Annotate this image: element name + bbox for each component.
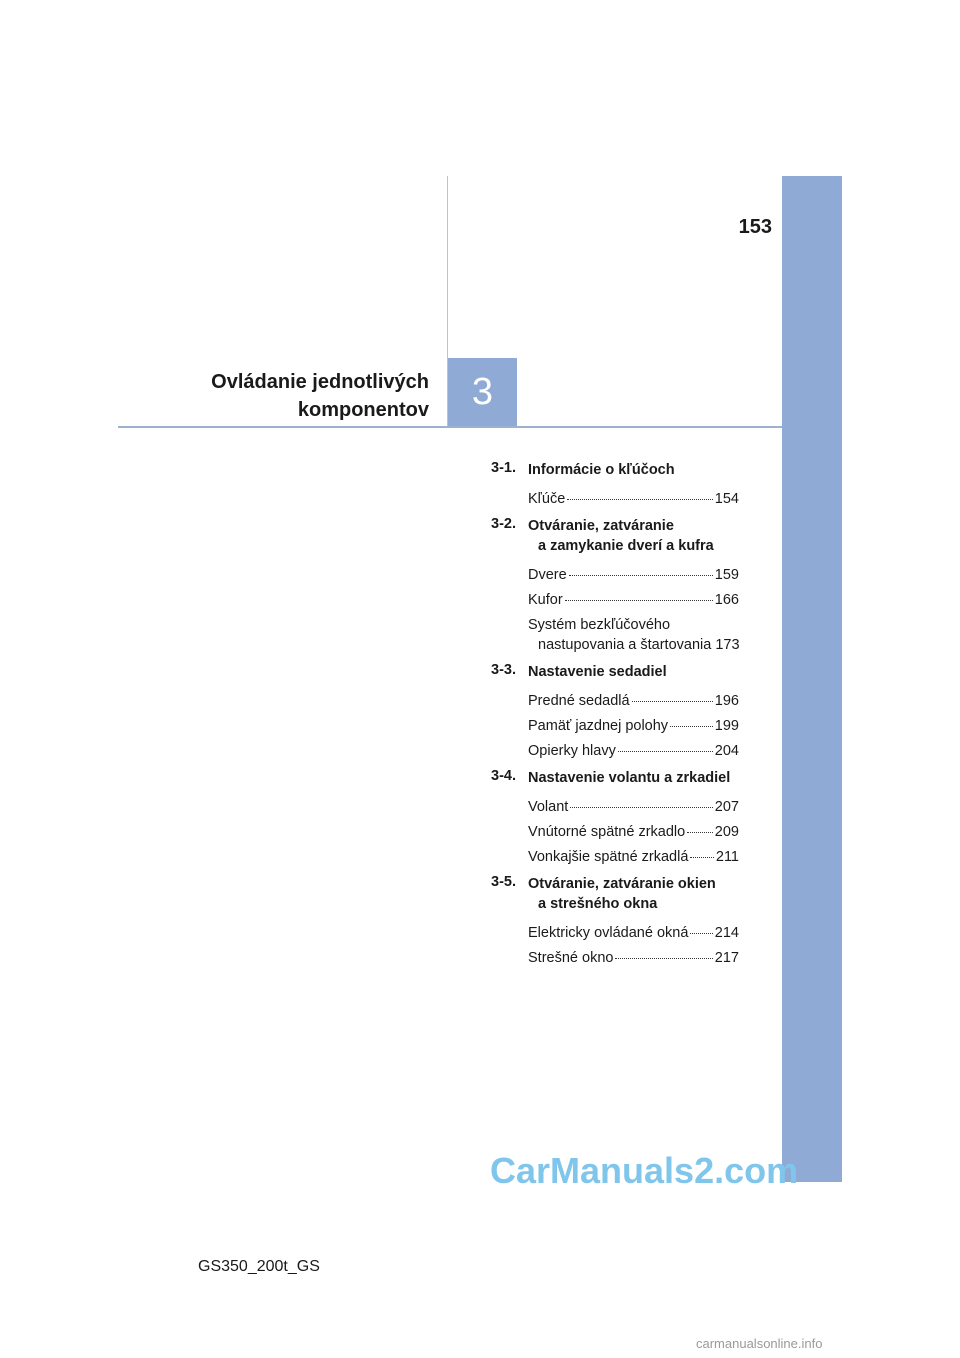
dot-leader [632, 701, 713, 702]
toc-entry-page: 166 [714, 592, 739, 608]
footer-model-code: GS350_200t_GS [198, 1258, 320, 1275]
dot-leader [569, 575, 713, 576]
toc-entry[interactable] [528, 615, 739, 655]
toc-entry[interactable] [528, 797, 739, 817]
toc-section-3-1 [491, 460, 739, 509]
toc-entry-page: 196 [714, 693, 739, 709]
toc-entry-label: Volant [528, 799, 569, 815]
toc-entry-page: 209 [714, 824, 739, 840]
section-title: Nastavenie sedadiel [528, 664, 667, 680]
toc-entry-page: 173 [715, 637, 740, 653]
dot-leader [670, 726, 713, 727]
section-title: Otváranie, zatváranie a zamykanie dverí a kufra [528, 516, 739, 560]
chapter-side-tab [782, 176, 842, 1182]
toc-entry-page: 154 [714, 491, 739, 507]
section-number: 3-5. [491, 874, 516, 890]
section-number: 3-1. [491, 460, 516, 476]
toc-section-3-2 [491, 516, 739, 655]
toc-entry-page: 159 [714, 567, 739, 583]
toc-entry-page: 211 [715, 849, 739, 865]
toc-entry[interactable] [528, 948, 739, 968]
toc-entry-page: 217 [714, 950, 739, 966]
page-number: 153 [738, 216, 772, 238]
toc-entry-label: Vonkajšie spätné zrkadlá [528, 849, 689, 865]
section-number: 3-2. [491, 516, 516, 532]
section-number: 3-4. [491, 768, 516, 784]
section-title: Otváranie, zatváranie okien a strešného okna [528, 874, 739, 918]
toc-entry-page: 204 [714, 743, 739, 759]
toc-entry-label: Dvere [528, 567, 567, 583]
toc-entry[interactable] [528, 741, 739, 761]
chapter-title-line1: Ovládanie jednotlivých [211, 371, 429, 393]
toc-entry-page: 214 [714, 925, 739, 941]
toc-entry-label: Elektricky ovládané okná [528, 925, 689, 941]
toc-entry[interactable] [528, 489, 739, 509]
toc-entry-label: Opierky hlavy [528, 743, 616, 759]
toc-entry-label: Kufor [528, 592, 563, 608]
chapter-title-line2: komponentov [297, 399, 429, 421]
section-title: Informácie o kľúčoch [528, 462, 675, 478]
toc-entry-label: Vnútorné spätné zrkadlo [528, 824, 686, 840]
toc-section-3-3 [491, 662, 739, 761]
dot-leader [567, 499, 713, 500]
toc-entry-page: 199 [714, 718, 739, 734]
section-title: Nastavenie volantu a zrkadiel [528, 770, 731, 786]
dot-leader [690, 933, 712, 934]
toc-entry[interactable] [528, 847, 739, 867]
toc-entry-page: 207 [714, 799, 739, 815]
toc-section-3-4 [491, 768, 739, 867]
toc-entry[interactable] [528, 923, 739, 943]
dot-leader [690, 857, 713, 858]
dot-leader [615, 958, 712, 959]
section-title-continued: a zamykanie dverí a kufra [538, 538, 714, 554]
toc-section-3-5 [491, 874, 739, 968]
horizontal-divider [118, 426, 782, 428]
toc-entry-label: Systém bezkľúčového [528, 617, 671, 633]
toc-entry[interactable] [528, 716, 739, 736]
dot-leader [570, 807, 712, 808]
toc-entry-label: Kľúče [528, 491, 566, 507]
chapter-title [89, 368, 429, 424]
section-title-continued: a strešného okna [538, 896, 658, 912]
table-of-contents [491, 460, 739, 968]
toc-entry-label: Strešné okno [528, 950, 614, 966]
toc-entry-label: Predné sedadlá [528, 693, 630, 709]
dot-leader [687, 832, 713, 833]
dot-leader [565, 600, 713, 601]
watermark-carmanuals2: CarManuals2.com [490, 1150, 799, 1191]
toc-entry[interactable] [528, 822, 739, 842]
dot-leader [618, 751, 713, 752]
toc-entry[interactable] [528, 565, 739, 585]
chapter-number-badge: 3 [448, 358, 517, 426]
section-number: 3-3. [491, 662, 516, 678]
toc-entry-label-continued: nastupovania a štartovania [538, 637, 712, 653]
toc-entry[interactable] [528, 590, 739, 610]
toc-entry[interactable] [528, 691, 739, 711]
toc-entry-label: Pamäť jazdnej polohy [528, 718, 669, 734]
watermark-carmanualsonline: carmanualsonline.info [696, 1336, 823, 1351]
